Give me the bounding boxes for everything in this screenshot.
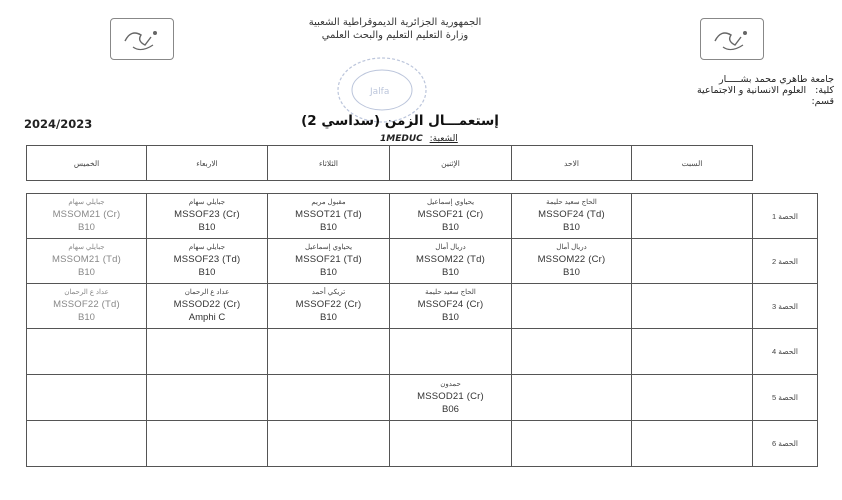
slot-label: الحصة 3	[753, 284, 818, 329]
session-room: B10	[320, 222, 337, 233]
schedule-cell	[632, 421, 753, 467]
slot-label: الحصة 1	[753, 194, 818, 239]
session-room: B10	[78, 312, 95, 323]
session-room: B06	[442, 403, 459, 415]
session-room: B10	[563, 222, 580, 233]
session-course-code: MSSOD22 (Cr)	[173, 299, 241, 310]
schedule-cell	[512, 329, 632, 375]
slot-label: الحصة 2	[753, 239, 818, 284]
session-teacher: مقبول مريم	[311, 199, 346, 206]
schedule-cell	[390, 329, 512, 375]
session-course-code: MSSOM21 (Cr)	[52, 209, 121, 220]
schedule-row	[27, 284, 818, 329]
session-room: B10	[78, 267, 95, 278]
schedule-cell	[27, 375, 147, 421]
session-room: B10	[78, 222, 95, 233]
session-teacher: تريكي أحمد	[311, 289, 346, 296]
schedule-cell	[390, 239, 512, 284]
schedule-cell	[632, 284, 753, 329]
document-header	[270, 16, 520, 42]
schedule-table	[26, 193, 818, 467]
session-room: Amphi C	[188, 312, 226, 323]
session-course-code: MSSOM22 (Td)	[416, 254, 485, 265]
session-room: B10	[442, 312, 459, 323]
session-course-code: MSSOF23 (Cr)	[174, 209, 240, 220]
session-room: B10	[442, 267, 459, 278]
session-room: B10	[198, 267, 216, 278]
schedule-cell	[147, 194, 268, 239]
branch-code: 1MEDUC	[380, 134, 423, 144]
session-teacher: جبايلي سهام	[68, 199, 105, 206]
session-teacher: الحاج سعيد حليمة	[546, 199, 597, 206]
session-course-code: MSSOF24 (Td)	[538, 209, 605, 220]
session-course-code: MSSOF21 (Cr)	[417, 209, 484, 220]
session-room: B10	[320, 312, 337, 323]
session-course-code: MSSOF21 (Td)	[295, 254, 362, 265]
faculty-line	[594, 85, 834, 96]
schedule-cell	[512, 421, 632, 467]
schedule-cell	[268, 421, 390, 467]
session-teacher: عداد ع الرحمان	[64, 289, 109, 296]
session-teacher: جبايلي سهام	[188, 199, 226, 206]
schedule-cell	[632, 375, 753, 421]
schedule-cell	[632, 329, 753, 375]
session-teacher: حمدون	[440, 380, 461, 388]
schedule-cell	[27, 284, 147, 329]
schedule-cell	[147, 375, 268, 421]
session-teacher: جبايلي سهام	[68, 244, 105, 251]
session-teacher: عداد ع الرحمان	[184, 289, 230, 296]
session-teacher: يحياوي إسماعيل	[426, 199, 475, 206]
day-header-wednesday: الاربعاء	[147, 146, 268, 181]
schedule-row	[27, 194, 818, 239]
faculty-name: العلوم الانسانية و الاجتماعية	[696, 85, 807, 96]
schedule-cell	[268, 284, 390, 329]
schedule-cell	[268, 375, 390, 421]
day-header-monday: الإثنين	[390, 146, 512, 181]
schedule-cell	[147, 239, 268, 284]
schedule-cell	[512, 239, 632, 284]
slot-label: الحصة 5	[753, 375, 818, 421]
schedule-cell	[632, 194, 753, 239]
schedule-cell	[268, 239, 390, 284]
schedule-row	[27, 421, 818, 467]
schedule-row	[27, 239, 818, 284]
university-logo-left	[110, 18, 174, 60]
session-course-code: MSSOM22 (Cr)	[537, 254, 606, 265]
session-course-code: MSSOF23 (Td)	[173, 254, 241, 265]
schedule-cell	[27, 421, 147, 467]
session-course-code: MSSOF24 (Cr)	[417, 299, 484, 310]
session-room: B10	[198, 222, 216, 233]
schedule-cell	[632, 239, 753, 284]
branch-label: الشعبة:	[429, 134, 458, 144]
schedule-cell	[147, 329, 268, 375]
branch-line	[380, 134, 458, 144]
schedule-cell	[512, 284, 632, 329]
session-course-code: MSSOM21 (Td)	[52, 254, 121, 265]
day-header-thursday: الخميس	[27, 146, 147, 181]
republic-name: الجمهورية الجزائرية الديموقراطية الشعبية	[308, 17, 482, 28]
department-label: قسم:	[811, 96, 834, 107]
logo-emblem-icon	[701, 19, 763, 59]
session-teacher: يحياوي إسماعيل	[304, 244, 353, 251]
schedule-cell	[27, 194, 147, 239]
seal-text: Jalfa	[370, 87, 390, 97]
schedule-cell	[268, 194, 390, 239]
slot-label: الحصة 6	[753, 421, 818, 467]
session-course-code: MSSOF22 (Td)	[53, 299, 120, 310]
session-course-code: MSSOT21 (Td)	[295, 209, 362, 220]
session-teacher: الحاج سعيد حليمة	[425, 289, 476, 296]
logo-emblem-icon	[111, 19, 173, 59]
day-header-row	[26, 145, 818, 181]
schedule-cell	[268, 329, 390, 375]
schedule-cell	[390, 284, 512, 329]
schedule-cell	[390, 421, 512, 467]
schedule-cell	[390, 375, 512, 421]
slot-label: الحصة 4	[753, 329, 818, 375]
schedule-cell	[27, 239, 147, 284]
session-room: B10	[442, 222, 459, 233]
session-course-code: MSSOD21 (Cr)	[417, 390, 484, 402]
day-header-sunday: الاحد	[512, 146, 632, 181]
session-room: B10	[563, 267, 580, 278]
session-teacher: دريال أمال	[435, 244, 466, 251]
ministry-name: وزارة التعليم التعليم والبحث العلمي	[321, 30, 469, 41]
day-header-tuesday: الثلاثاء	[268, 146, 390, 181]
university-info	[594, 74, 834, 107]
academic-year: 2024/2023	[24, 117, 93, 131]
session-teacher: جبايلي سهام	[188, 244, 226, 251]
schedule-cell	[390, 194, 512, 239]
schedule-cell	[512, 194, 632, 239]
schedule-row	[27, 375, 818, 421]
session-room: B10	[320, 267, 337, 278]
schedule-cell	[512, 375, 632, 421]
schedule-cell	[147, 284, 268, 329]
session-course-code: MSSOF22 (Cr)	[295, 299, 362, 310]
university-logo-right	[700, 18, 764, 60]
university-name: جامعة طاهري محمد بشـــــار	[719, 74, 834, 85]
faculty-label: كلية:	[815, 85, 834, 96]
day-header-saturday: السبت	[632, 146, 753, 181]
page-title: إستعمـــال الزمن (سداسي 2)	[301, 113, 499, 129]
schedule-row	[27, 329, 818, 375]
session-teacher: دريال أمال	[556, 244, 587, 251]
schedule-cell	[27, 329, 147, 375]
header-corner	[753, 146, 818, 181]
schedule-cell	[147, 421, 268, 467]
